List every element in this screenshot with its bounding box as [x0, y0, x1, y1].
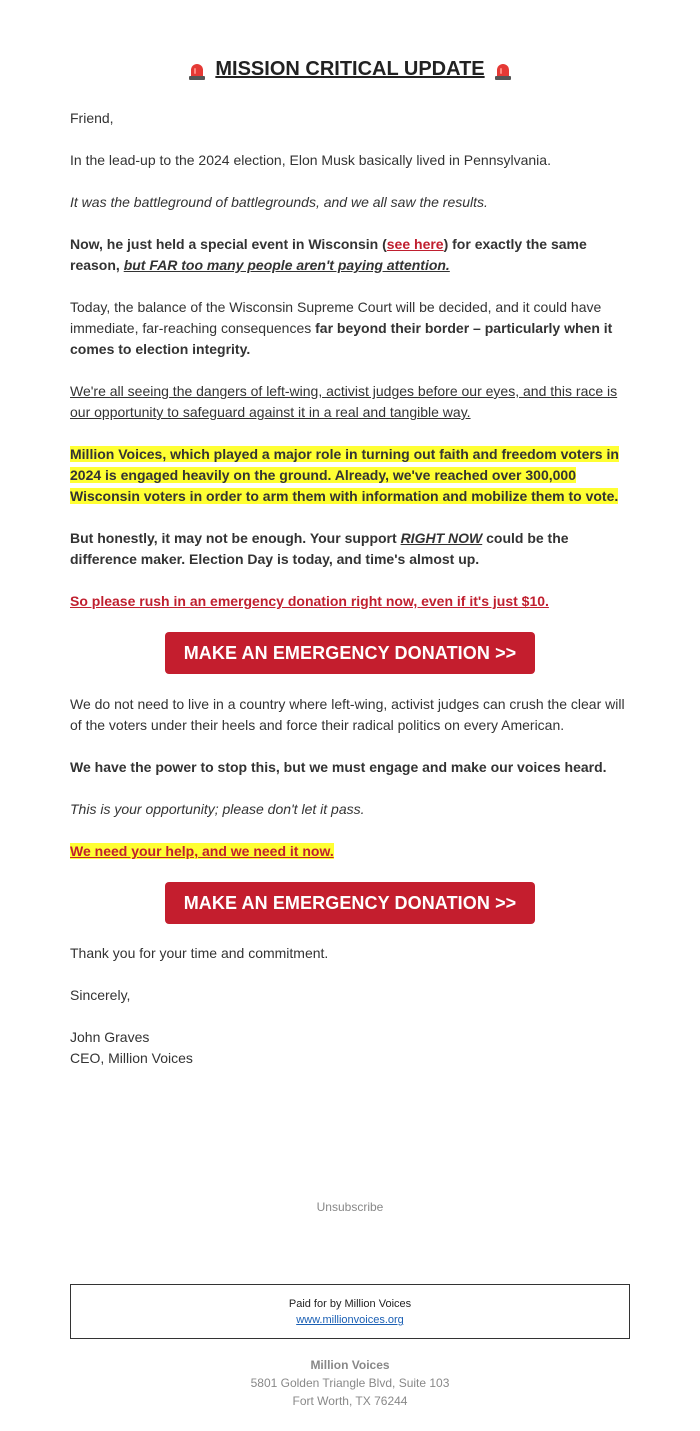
siren-icon: [187, 61, 207, 81]
website-link[interactable]: www.millionvoices.org: [296, 1314, 404, 1326]
p3-text-b: ) for exactly the same reason,: [70, 236, 587, 273]
donate-button-1[interactable]: MAKE AN EMERGENCY DONATION >>: [165, 632, 535, 674]
footer-address-line-2: Fort Worth, TX 76244: [292, 1394, 408, 1408]
footer-address-line-1: 5801 Golden Triangle Blvd, Suite 103: [250, 1376, 450, 1390]
p7-text-a: But honestly, it may not be enough. Your support: [70, 530, 401, 546]
greeting: Friend,: [70, 110, 114, 126]
donate-button-2[interactable]: MAKE AN EMERGENCY DONATION >>: [165, 882, 535, 924]
p7-text-b: RIGHT NOW: [400, 530, 483, 546]
siren-icon: [493, 61, 513, 81]
paragraph-12: [70, 841, 630, 862]
footer-org-name: Million Voices: [310, 1358, 390, 1372]
paragraph-11: This is your opportunity; please don't let it pass.: [70, 801, 365, 817]
p3-text-c: but FAR too many people aren't paying attention.: [123, 257, 450, 273]
paragraph-1: In the lead-up to the 2024 election, Elon Musk basically lived in Pennsylvania.: [70, 152, 551, 168]
unsubscribe-link[interactable]: Unsubscribe: [316, 1200, 384, 1214]
paragraph-6: [70, 444, 630, 507]
paragraph-4: [70, 297, 630, 360]
paid-for-box: [70, 1284, 630, 1339]
paragraph-5: We're all seeing the dangers of left-wing, activist judges before our eyes, and this race is our opportunity to safeguard against it in a real and tangible way.: [70, 383, 618, 420]
donation-text-link[interactable]: So please rush in an emergency donation right now, even if it's just $10.: [70, 593, 549, 609]
paragraph-7: [70, 528, 630, 570]
paragraph-13: Thank you for your time and commitment.: [70, 945, 329, 961]
paragraph-10: We have the power to stop this, but we must engage and make our voices heard.: [70, 759, 607, 775]
signer-name: John Graves: [70, 1029, 150, 1045]
paragraph-9: We do not need to live in a country where left-wing, activist judges can crush the clear will of the voters under their heels and force their radical politics on every American.: [70, 696, 625, 733]
footer-address: [0, 1356, 700, 1410]
p3-text-a: Now, he just held a special event in Wisconsin (: [70, 236, 387, 252]
page-title: [0, 58, 700, 81]
paragraph-3: [70, 234, 630, 276]
highlighted-text: Million Voices, which played a major role in turning out faith and freedom voters in 2024 is engaged heavily on the ground. Already, we've reached over 300,000 Wisconsin voters in order to arm them with information and mobilize them to vote.: [70, 446, 619, 504]
p7-text-c: could be the difference maker. Election Day is today, and time's almost up.: [70, 530, 569, 567]
paragraph-2: It was the battleground of battlegrounds, and we all saw the results.: [70, 194, 488, 210]
paid-for-text: Paid for by Million Voices: [288, 1298, 412, 1310]
signer-title: CEO, Million Voices: [70, 1050, 193, 1066]
see-here-link[interactable]: see here: [386, 236, 444, 252]
p4-text-b: far beyond their border – particularly when it comes to election integrity.: [70, 320, 613, 357]
title-text: MISSION CRITICAL UPDATE: [215, 58, 485, 80]
p4-text-a: Today, the balance of the Wisconsin Supreme Court will be decided, and it could have immediate, far-reaching consequences: [70, 299, 602, 336]
help-now-link[interactable]: We need your help, and we need it now.: [70, 843, 334, 859]
paragraph-8: [70, 591, 630, 612]
closing: Sincerely,: [70, 987, 131, 1003]
